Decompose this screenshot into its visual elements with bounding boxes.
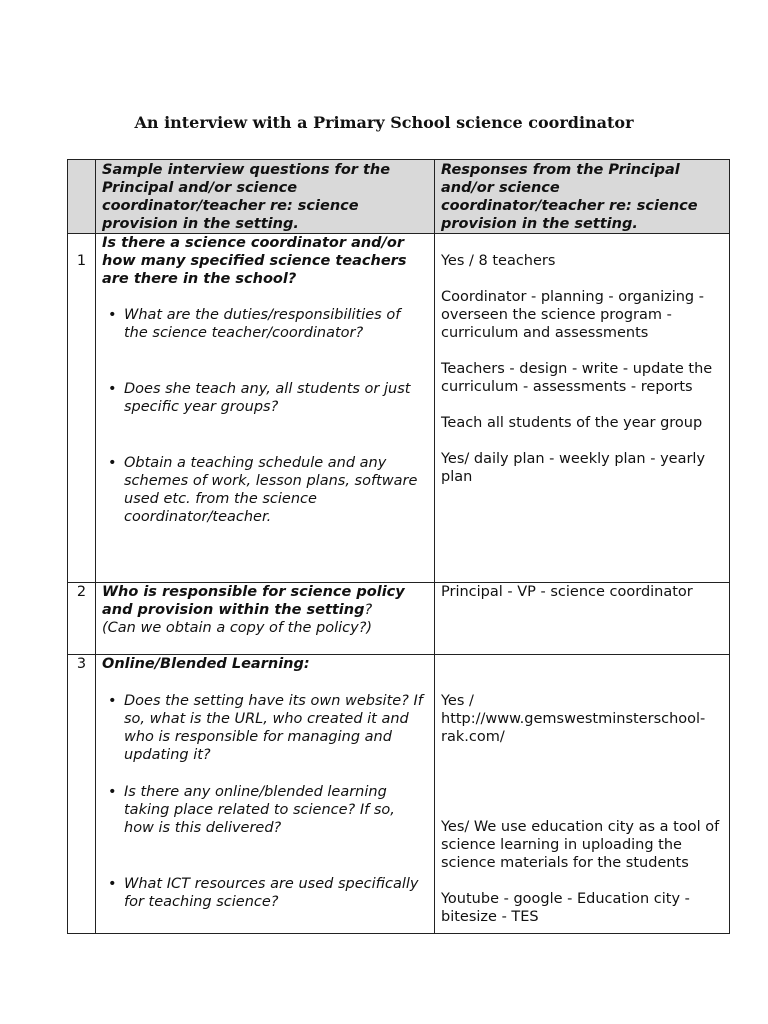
response-text: Teachers - design - write - update the curriculum - assessments - reports <box>441 361 713 395</box>
bullet-icon: • <box>108 381 117 397</box>
table-row <box>68 655 730 934</box>
bullet-item <box>102 380 428 416</box>
response-text: Youtube - google - Education city - bitesize - TES <box>441 891 690 925</box>
bullet-item <box>102 692 428 764</box>
main-question-text: Who is responsible for science policy and provision within the setting <box>102 584 405 618</box>
question-cell <box>96 655 435 934</box>
response-text: Yes / 8 teachers <box>441 253 556 269</box>
bullet-item <box>102 783 428 837</box>
response-text: Coordinator - planning - organizing - overseen the science program - curriculum and assessments <box>441 289 704 341</box>
main-question <box>102 583 428 619</box>
bullet-text: Obtain a teaching schedule and any schemes of work, lesson plans, software used etc. from the science coordinator/teacher. <box>124 455 418 525</box>
response-cell <box>435 583 730 655</box>
sub-question: (Can we obtain a copy of the policy?) <box>102 620 373 636</box>
response-text: Yes / http://www.gemswestminsterschool-rak.com/ <box>441 693 706 745</box>
bullet-text: What ICT resources are used specifically for teaching science? <box>124 876 419 910</box>
bullet-text: Does she teach any, all students or just specific year groups? <box>124 381 411 415</box>
bullet-icon: • <box>108 784 117 800</box>
header-responses-cell: Responses from the Principal and/or science coordinator/teacher re: science provision in the setting. <box>435 160 730 234</box>
table-header-row <box>68 160 730 234</box>
bullet-icon: • <box>108 455 117 471</box>
response-text: Yes/ daily plan - weekly plan - yearly plan <box>441 451 706 485</box>
row-number: 1 <box>68 234 96 583</box>
response-text: Yes/ We use education city as a tool of science learning in uploading the science materials for the students <box>441 819 720 871</box>
table-row <box>68 234 730 583</box>
question-cell <box>96 583 435 655</box>
header-questions-cell: Sample interview questions for the Principal and/or science coordinator/teacher re: science provision in the setting. <box>96 160 435 234</box>
bullet-item <box>102 875 428 911</box>
bullet-icon: • <box>108 307 117 323</box>
row-number: 2 <box>68 583 96 655</box>
bullet-text: What are the duties/responsibilities of the science teacher/coordinator? <box>124 307 401 341</box>
response-cell <box>435 655 730 934</box>
response-text: Principal - VP - science coordinator <box>441 584 693 600</box>
bullet-text: Is there any online/blended learning taking place related to science? If so, how is this delivered? <box>124 784 395 836</box>
bullet-item <box>102 306 428 342</box>
bullet-text: Does the setting have its own website? If so, what is the URL, who created it and who is responsible for managing and updating it? <box>124 693 423 763</box>
interview-table <box>67 159 730 934</box>
bullet-item <box>102 454 428 526</box>
bullet-icon: • <box>108 693 117 709</box>
table-row <box>68 583 730 655</box>
bullet-icon: • <box>108 876 117 892</box>
header-number-cell <box>68 160 96 234</box>
main-question: Is there a science coordinator and/or how many specified science teachers are there in the school? <box>102 235 407 287</box>
response-cell <box>435 234 730 583</box>
response-text: Teach all students of the year group <box>441 415 703 431</box>
question-cell <box>96 234 435 583</box>
main-question: Online/Blended Learning: <box>102 656 310 672</box>
main-question-mark: ? <box>364 602 373 618</box>
page-title: An interview with a Primary School science coordinator <box>134 113 634 132</box>
row-number: 3 <box>68 655 96 934</box>
